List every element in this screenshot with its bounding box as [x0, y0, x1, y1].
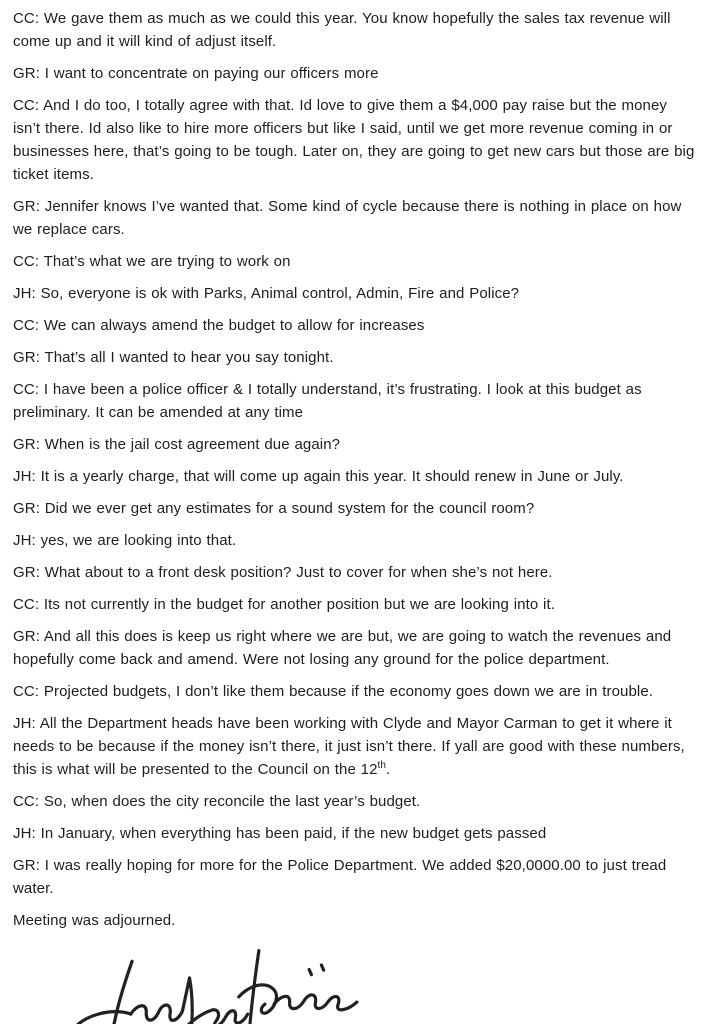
signature: [55, 946, 697, 1024]
dialogue-paragraph: CC: And I do too, I totally agree with that. Id love to give them a $4,000 pay raise but the money isn’t there. Id also like to hire more officers but like I said, until we get more revenue coming in or businesses here, that’s going to be tough. Later on, they are going to get new cars but those are big ticket items.: [13, 97, 695, 183]
dialogue-paragraph: GR: I was really hoping for more for the Police Department. We added $20,0000.00 to just tread water.: [13, 857, 667, 897]
dialogue-paragraph: GR: Jennifer knows I’ve wanted that. Some kind of cycle because there is nothing in place on how we replace cars.: [13, 198, 682, 238]
dialogue-paragraph: GR: I want to concentrate on paying our officers more: [13, 65, 379, 82]
dialogue-paragraph: JH: It is a yearly charge, that will come up again this year. It should renew in June or July.: [13, 468, 624, 485]
dialogue-paragraph: CC: Projected budgets, I don’t like them because if the economy goes down we are in trouble.: [13, 683, 654, 700]
dialogue-paragraph: CC: That’s what we are trying to work on: [13, 253, 291, 270]
dialogue-paragraph: [13, 712, 697, 781]
adjournment-line: Meeting was adjourned.: [13, 912, 176, 929]
ordinal-superscript: th: [377, 760, 387, 771]
dialogue-paragraph: CC: We can always amend the budget to allow for increases: [13, 317, 425, 334]
paragraph-text: .: [386, 761, 391, 778]
dialogue-paragraph: CC: So, when does the city reconcile the last year’s budget.: [13, 793, 421, 810]
paragraph-text: JH: All the Department heads have been working with Clyde and Mayor Carman to get it where it needs to be because if the money isn’t there, it just isn’t there. If yall are good with these numbers, this is what will be presented to the Council on the 12: [13, 715, 685, 778]
dialogue-paragraph: JH: yes, we are looking into that.: [13, 532, 237, 549]
dialogue-paragraph: CC: I have been a police officer & I totally understand, it’s frustrating. I look at this budget as preliminary. It can be amended at any time: [13, 381, 642, 421]
dialogue-paragraph: GR: And all this does is keep us right where we are but, we are going to watch the revenues and hopefully come back and amend. Were not losing any ground for the police department.: [13, 628, 672, 668]
dialogue-paragraph: GR: Did we ever get any estimates for a sound system for the council room?: [13, 500, 535, 517]
dialogue-paragraph: CC: We gave them as much as we could this year. You know hopefully the sales tax revenue will come up and it will kind of adjust itself.: [13, 10, 671, 50]
dialogue-paragraph: GR: That’s all I wanted to hear you say tonight.: [13, 349, 334, 366]
dialogue-paragraph: GR: What about to a front desk position? Just to cover for when she’s not here.: [13, 564, 553, 581]
dialogue-paragraph: CC: Its not currently in the budget for another position but we are looking into it.: [13, 596, 556, 613]
dialogue-paragraph: JH: So, everyone is ok with Parks, Animal control, Admin, Fire and Police?: [13, 285, 520, 302]
dialogue-paragraph: GR: When is the jail cost agreement due again?: [13, 436, 341, 453]
signature-ink-icon: [55, 946, 365, 1024]
dialogue-paragraph: JH: In January, when everything has been paid, if the new budget gets passed: [13, 825, 547, 842]
